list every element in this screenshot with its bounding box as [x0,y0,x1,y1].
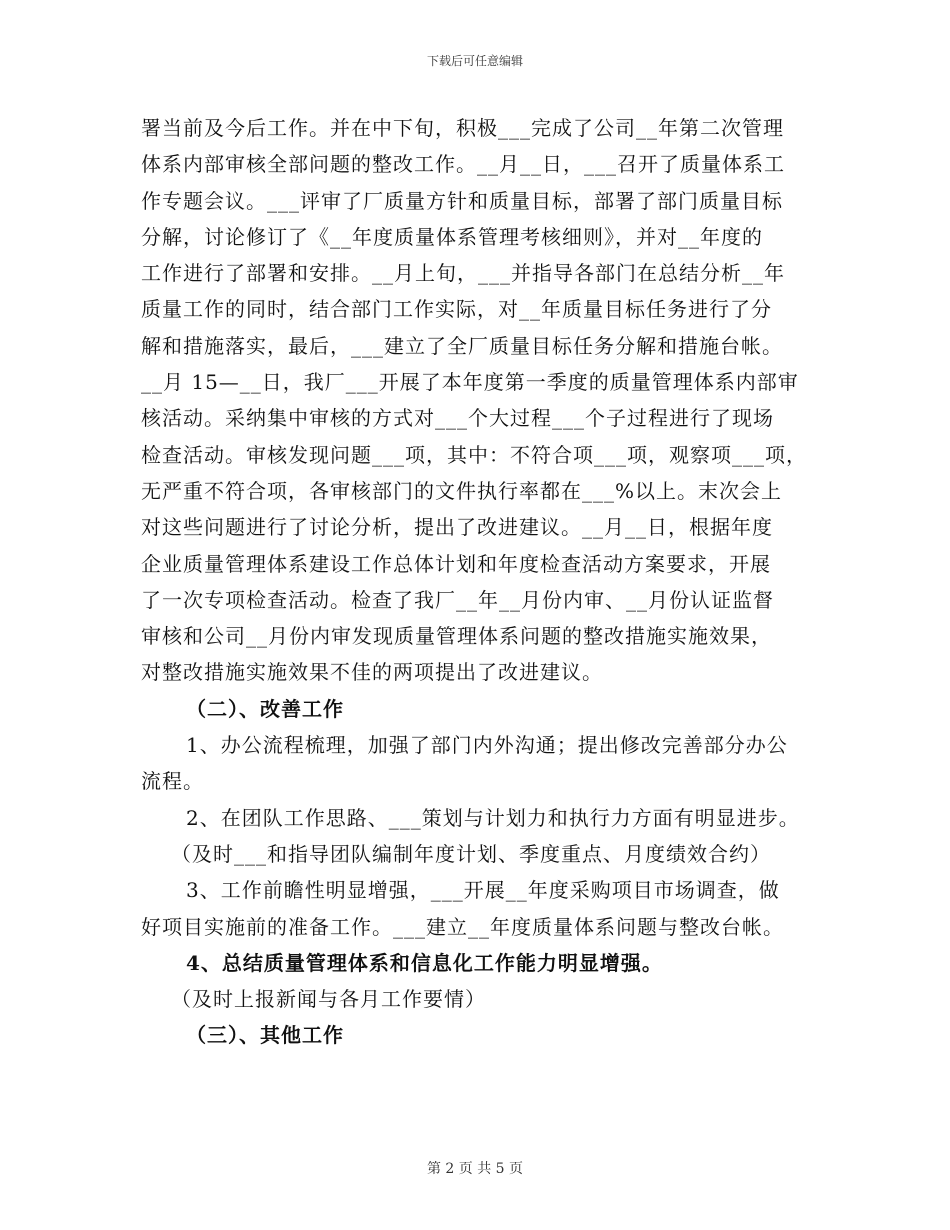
paragraph-line: 核活动。采纳集中审核的方式对___个大过程___个子过程进行了现场 [141,406,774,431]
paragraph-line: 对整改措施实施效果不佳的两项提出了改进建议。 [141,660,603,685]
paragraph-line: __月 15—__日，我厂___开展了本年度第一季度的质量管理体系内部审 [141,370,799,395]
list-item-note: （及时___和指导团队编制年度计划、季度重点、月度绩效合约） [171,841,771,866]
paragraph-line: 解和措施落实，最后，___建立了全厂质量目标任务分解和措施台帐。 [141,333,783,358]
list-item-continuation: 好项目实施前的准备工作。___建立__年度质量体系问题与整改台帐。 [141,914,784,939]
paragraph-line: 作专题会议。___评审了厂质量方针和质量目标，部署了部门质量目标 [141,188,783,213]
list-item-note: （及时上报新闻与各月工作要情） [171,987,486,1012]
list-item: 2、在团队工作思路、___策划与计划力和执行力方面有明显进步。 [186,805,800,830]
paragraph-line: 检查活动。审核发现问题___项，其中：不符合项___项，观察项___项， [141,442,807,467]
paragraph-line: 工作进行了部署和安排。__月上旬，___并指导各部门在总结分析__年 [141,261,785,286]
page-number: 第 2 页 共 5 页 [426,1161,524,1177]
list-item: 1、办公流程梳理，加强了部门内外沟通；提出修改完善部分办公 [186,733,788,758]
list-item-bold: 4、总结质量管理体系和信息化工作能力明显增强。 [186,950,663,975]
section-heading-improvement: （二）、改善工作 [186,696,344,721]
document-body [141,110,821,1054]
paragraph-line: 对这些问题进行了讨论分析，提出了改进建议。__月__日，根据年度 [141,515,773,540]
page-header: 下载后可任意编辑 [426,54,523,68]
section-heading-other: （三）、其他工作 [186,1023,344,1048]
paragraph-line: 了一次专项检查活动。检查了我厂__年__月份内审、__月份认证监督 [141,587,774,612]
paragraph-line: 质量工作的同时，结合部门工作实际，对__年质量目标任务进行了分 [141,297,772,322]
paragraph-line: 审核和公司__月份内审发现质量管理体系问题的整改措施实施效果， [141,624,772,649]
list-item-continuation: 流程。 [141,769,204,794]
paragraph-line: 体系内部审核全部问题的整改工作。__月__日，___召开了质量体系工 [141,152,785,177]
list-item: 3、工作前瞻性明显增强，___开展__年度采购项目市场调查，做 [186,878,780,903]
paragraph-line: 署当前及今后工作。并在中下旬，积极___完成了公司__年第二次管理 [141,116,784,140]
paragraph-line: 企业质量管理体系建设工作总体计划和年度检查活动方案要求，开展 [141,551,771,576]
paragraph-line: 无严重不符合项，各审核部门的文件执行率都在___%以上。末次会上 [141,478,783,503]
paragraph-line: 分解，讨论修订了《__年度质量体系管理考核细则》，并对__年度的 [141,224,763,249]
